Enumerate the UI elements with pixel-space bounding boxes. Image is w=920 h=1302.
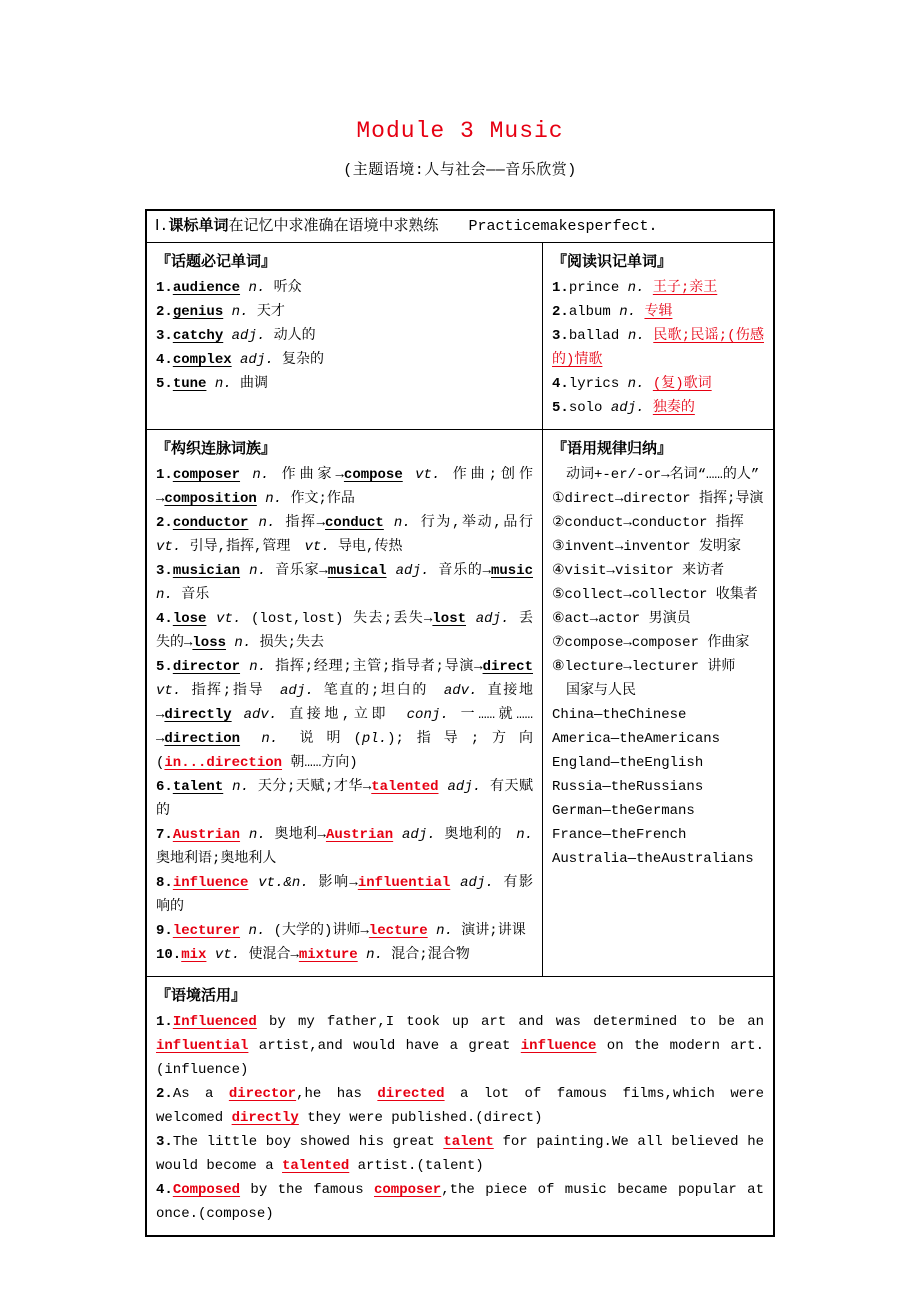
reading-words-list [552,276,764,420]
vocab-line: 5.tune n. 曲调 [156,376,269,392]
grammar-rules-title: 『语用规律归纳』 [552,441,673,458]
word-family-line: 4.lose vt. (lost,lost) 失去;丢失→lost adj. 丢失的→loss n. 损失;失去 [156,611,534,651]
word-family-line: 10.mix vt. 使混合→mixture n. 混合;混合物 [156,947,470,963]
word-family-line: 9.lecturer n. (大学的)讲师→lecture n. 演讲;讲课 [156,923,526,939]
topic-words-title: 『话题必记单词』 [156,254,277,271]
row-word-family [147,430,773,977]
vocab-line: 1.prince n. 王子;亲王 [552,280,718,296]
vocab-line: 2.album n. 专辑 [552,304,673,320]
page-subtitle: (主题语境:人与社会——音乐欣赏) [343,162,577,179]
section-context-use [147,977,773,1235]
section-grammar-rules [543,430,773,976]
vocab-line: 3.ballad n. 民歌;民谣;(伤感的)情歌 [552,328,764,368]
grammar-rule-line: 动词+-er/-or→名词“……的人” [552,467,760,483]
word-family-line: 6.talent n. 天分;天赋;才华→talented adj. 有天赋的 [156,779,534,819]
grammar-rule-line: America—theAmericans [552,731,721,747]
word-family-title: 『构织连脉词族』 [156,441,277,458]
context-use-list [156,1010,764,1226]
word-family-line: 2.conductor n. 指挥→conduct n. 行为,举动,品行 vt. 引导,指挥,管理 vt. 导电,传热 [156,515,547,555]
grammar-rule-line: Russia—theRussians [552,779,704,795]
word-family-line: 7.Austrian n. 奥地利→Austrian adj. 奥地利的 n. 奥地利语;奥地利人 [156,827,534,867]
section-reading-words [543,243,773,429]
word-family-line: 3.musician n. 音乐家→musical adj. 音乐的→music n. 音乐 [156,563,533,603]
context-use-line: 4.Composed by the famous composer,the piece of music became popular at once.(compose) [156,1182,764,1222]
grammar-rule-line: ②conduct→conductor 指挥 [552,515,744,531]
section-topic-words [147,243,543,429]
grammar-rule-line: ⑦compose→composer 作曲家 [552,635,750,651]
context-use-title: 『语境活用』 [156,988,247,1005]
grammar-rule-line: ④visit→visitor 来访者 [552,563,725,579]
table-header: Ⅰ.课标单词在记忆中求准确在语境中求熟练 Practicemakesperfect. [147,211,773,243]
page-title: Module 3 Music [356,118,564,144]
word-family-line: 1.composer n. 作曲家→compose vt. 作曲;创作→composition n. 作文;作品 [156,467,533,507]
context-use-line: 1.Influenced by my father,I took up art and was determined to be an influential artist,and would have a great influence on the modern art.(influence) [156,1014,764,1078]
row-context-use [147,977,773,1235]
grammar-rule-line: 国家与人民 [552,683,636,699]
vocab-line: 5.solo adj. 独奏的 [552,400,695,416]
reading-words-title: 『阅读识记单词』 [552,254,673,271]
section-word-family [147,430,547,976]
grammar-rule-line: ⑧lecture→lecturer 讲师 [552,659,736,675]
grammar-rule-line: German—theGermans [552,803,695,819]
vocab-line: 1.audience n. 听众 [156,280,302,296]
vocab-table [145,209,775,1237]
word-family-line: 5.director n. 指挥;经理;主管;指导者;导演→direct vt. 指挥;指导 adj. 笔直的;坦白的 adv. 直接地→directly adv. 直接地,立即 conj. 一……就……→direction n. 说明(pl.);指导;方向(in...direction 朝……方向) [156,659,533,771]
vocab-line: 4.complex adj. 复杂的 [156,352,325,368]
context-use-line: 2.As a director,he has directed a lot of famous films,which were welcomed directly they were published.(direct) [156,1086,764,1126]
vocab-line: 4.lyrics n. (复)歌词 [552,376,712,392]
word-family-line: 8.influence vt.&n. 影响→influential adj. 有影响的 [156,875,533,915]
context-use-line: 3.The little boy showed his great talent for painting.We all believed he would become a talented artist.(talent) [156,1134,765,1174]
grammar-rule-line: Australia—theAustralians [552,851,754,867]
word-family-list [156,463,547,967]
grammar-rule-line: ①direct→director 指挥;导演 [552,491,764,507]
vocab-line: 3.catchy adj. 动人的 [156,328,316,344]
grammar-rule-line: ⑥act→actor 男演员 [552,611,691,627]
row-vocab-lists [147,243,773,430]
grammar-rule-line: France—theFrench [552,827,687,843]
grammar-rule-line: England—theEnglish [552,755,704,771]
grammar-rules-list [552,463,764,871]
topic-words-list [156,276,533,396]
vocab-line: 2.genius n. 天才 [156,304,285,320]
grammar-rule-line: ⑤collect→collector 收集者 [552,587,758,603]
grammar-rule-line: ③invent→inventor 发明家 [552,539,741,555]
grammar-rule-line: China—theChinese [552,707,687,723]
